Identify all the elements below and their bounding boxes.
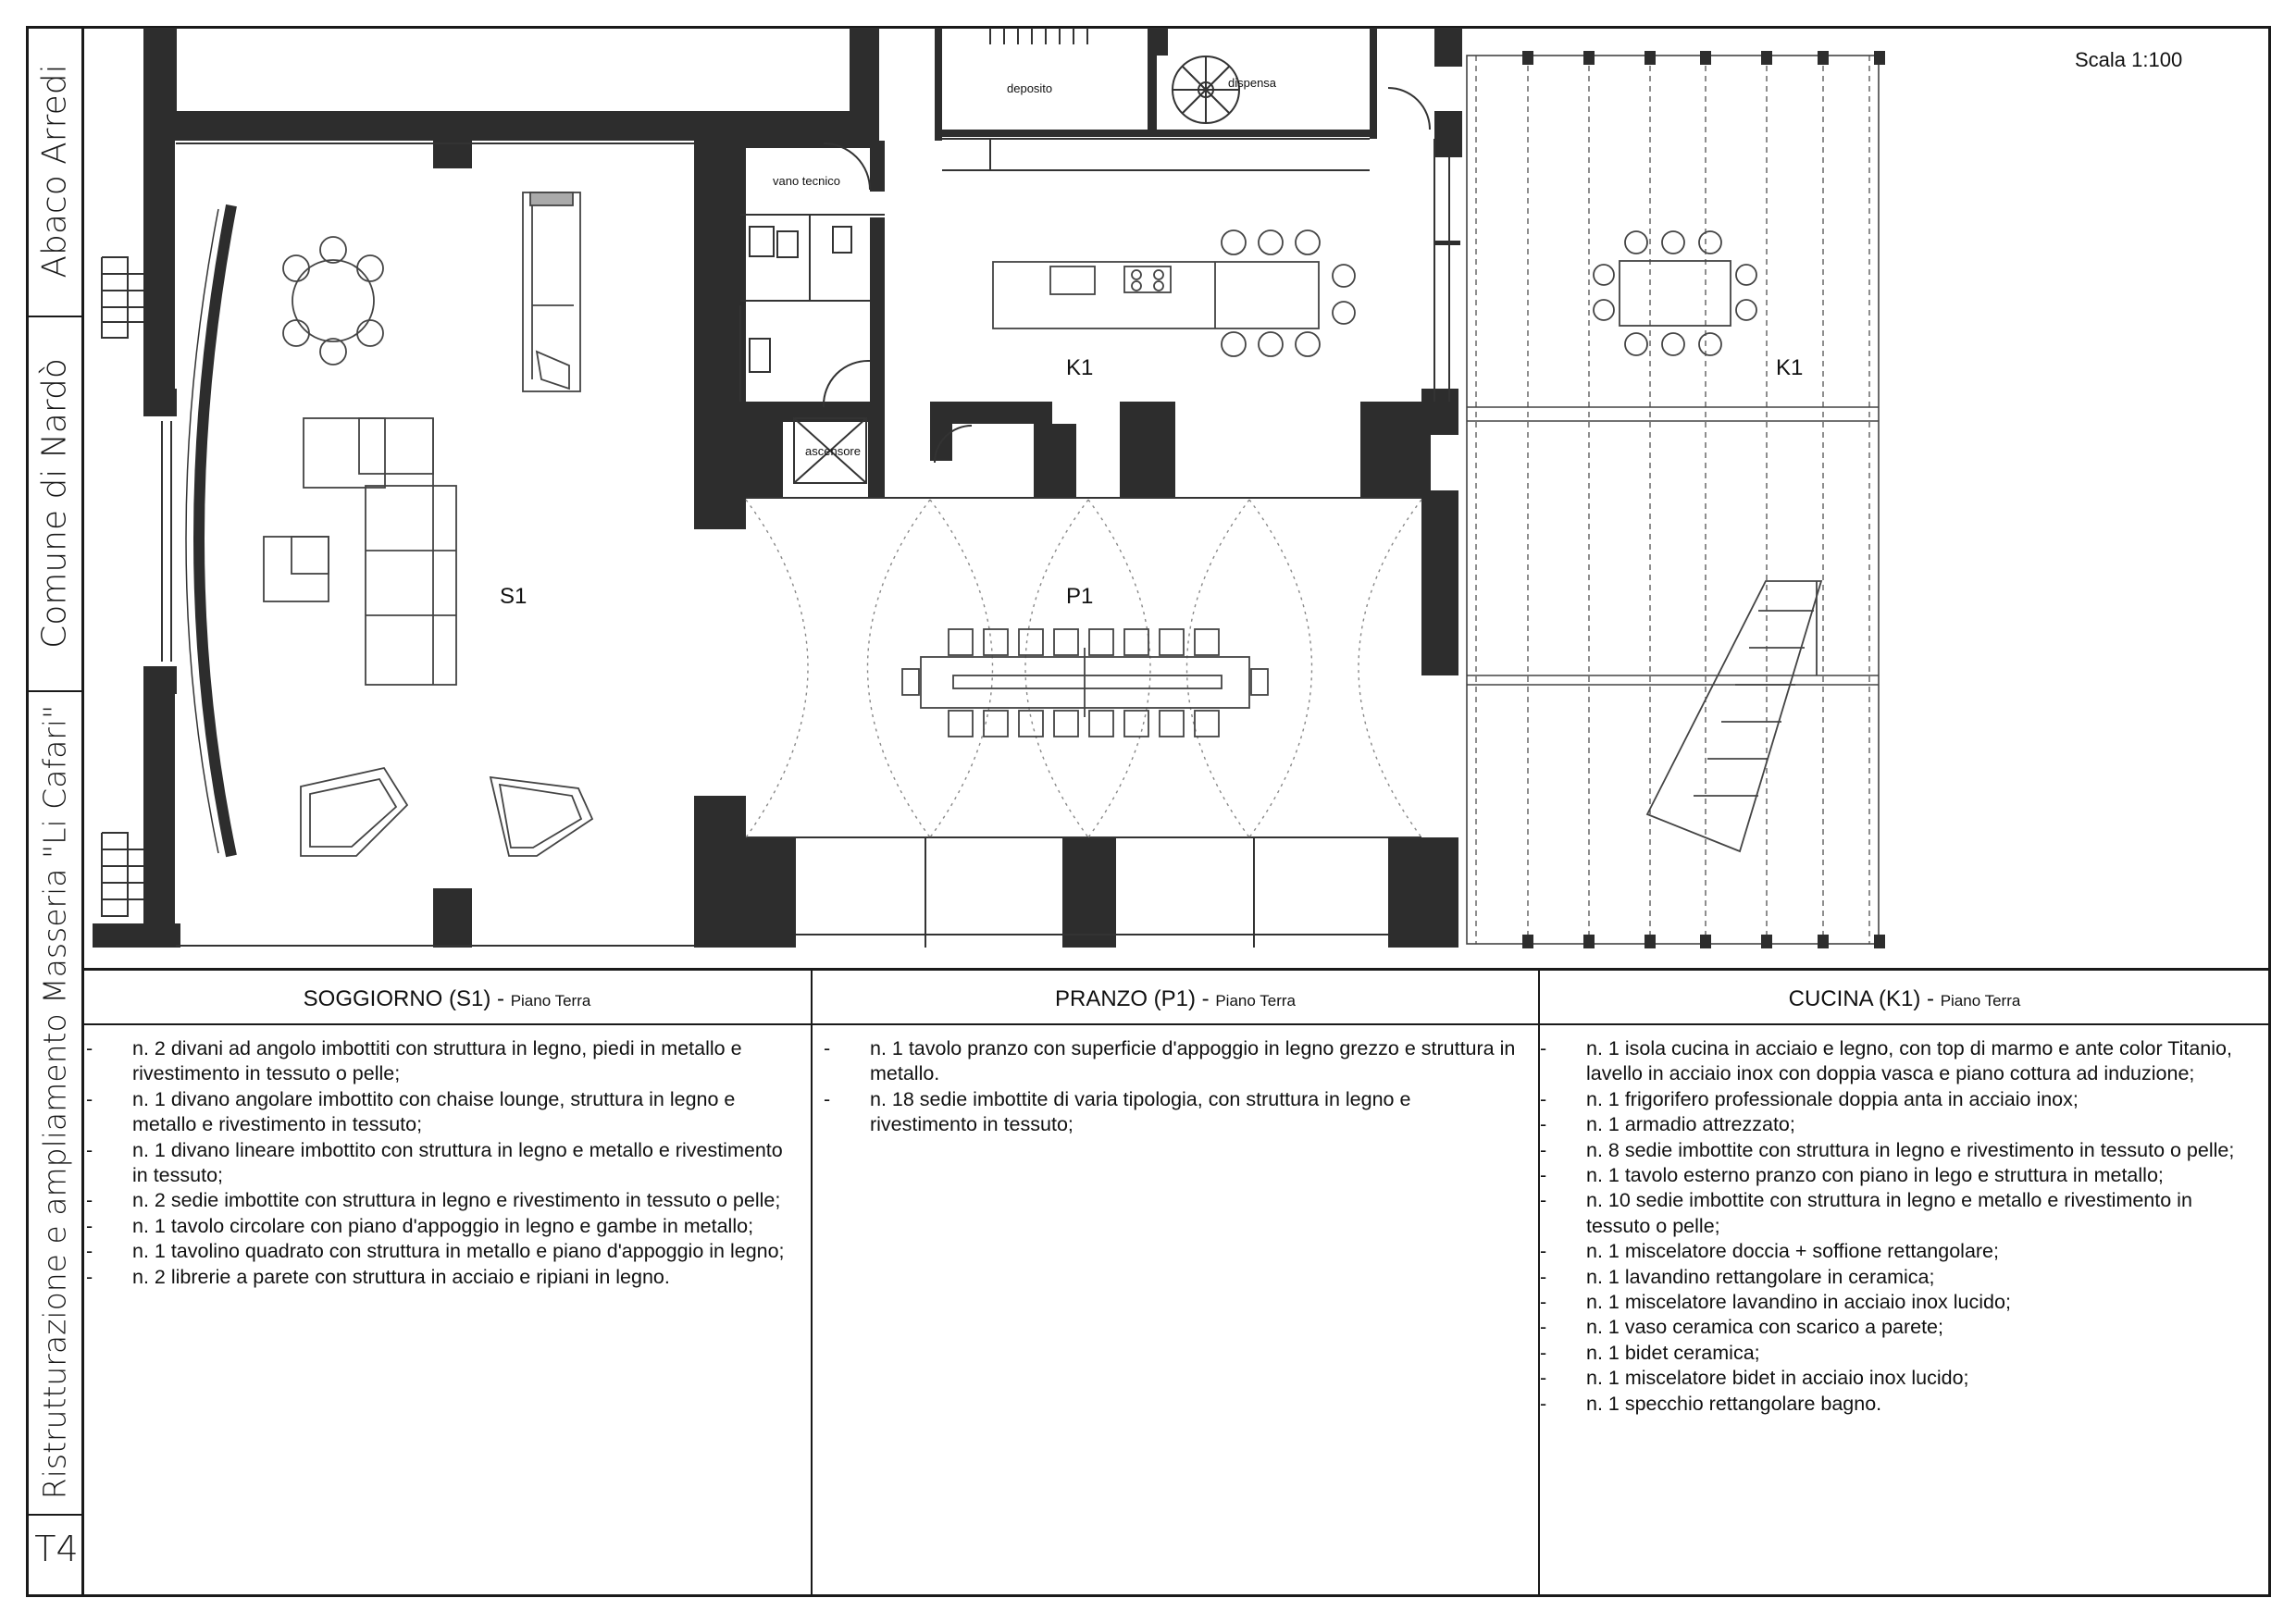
dash-bullet: - (1540, 1367, 1547, 1390)
dash-bullet: - (1540, 1341, 1547, 1364)
table-col-divider-1 (811, 968, 813, 1597)
side-title-project: Ristrutturazione e ampliamento Masseria "Li Cafari" (36, 704, 73, 1500)
header-soggiorno: SOGGIORNO (S1) - Piano Terra (303, 986, 591, 1011)
list-item: - n. 1 vaso ceramica con scarico a parete; (1586, 1315, 2253, 1340)
furniture-kitchen (993, 230, 1355, 356)
list-item: - n. 18 sedie imbottite di varia tipologia, con struttura in legno e rivestimento in tessuto; (824, 1087, 1411, 1136)
dash-bullet: - (824, 1037, 831, 1059)
furniture-living (264, 192, 592, 856)
list-item: - n. 1 lavandino rettangolare in ceramica; (1586, 1265, 2253, 1290)
sheet-number: T4 (34, 1529, 79, 1569)
list-item: - n. 1 specchio rettangolare bagno. (1586, 1392, 2253, 1417)
side-title-abaco: Abaco Arredi (35, 64, 74, 279)
frame-bottom (26, 1594, 2271, 1597)
dash-bullet: - (1540, 1189, 1547, 1212)
dash-bullet: - (86, 1189, 93, 1212)
dash-bullet: - (86, 1265, 93, 1288)
list-item: - n. 1 miscelatore doccia + soffione rettangolare; (1586, 1239, 2253, 1264)
label-ascensore: ascensore (805, 444, 861, 458)
dash-bullet: - (1540, 1265, 1547, 1288)
dash-bullet: - (1540, 1037, 1547, 1059)
header-pranzo: PRANZO (P1) - Piano Terra (1055, 986, 1296, 1011)
list-soggiorno (86, 1036, 799, 1290)
header-soggiorno-title: SOGGIORNO (S1) (303, 986, 491, 1011)
list-item: - n. 1 tavolino quadrato con struttura in metallo e piano d'appoggio in legno; (132, 1239, 799, 1264)
header-soggiorno-subtitle: Piano Terra (510, 992, 591, 1010)
list-item: - n. 2 divani ad angolo imbottiti con struttura in legno, piedi in metallo e rivestimento in tessuto o pelle; (86, 1037, 742, 1085)
dining-arcs (746, 500, 1421, 837)
dash-bullet: - (1540, 1240, 1547, 1263)
label-k1-outdoor: K1 (1776, 355, 1804, 380)
dash-bullet: - (1540, 1087, 1547, 1110)
list-item: - n. 1 tavolo esterno pranzo con piano in lego e struttura in metallo; (1586, 1163, 2253, 1188)
walls-service (740, 28, 1431, 498)
side-title-comune: Comune di Nardò (35, 358, 74, 649)
dash-bullet: - (1540, 1392, 1547, 1415)
table-top-line (81, 968, 2271, 971)
pergola-posts (1522, 51, 1885, 948)
list-item: - n. 1 divano lineare imbottito con struttura in legno e metallo e rivestimento in tessuto; (86, 1138, 783, 1187)
pergola (1467, 56, 1879, 944)
list-item: - n. 10 sedie imbottite con struttura in legno e metallo e rivestimento in tessuto o pelle; (1540, 1189, 2192, 1237)
dash-bullet: - (1540, 1291, 1547, 1314)
dash-bullet: - (1540, 1164, 1547, 1187)
furniture-outdoor (1594, 231, 1821, 851)
header-cucina: CUCINA (K1) - Piano Terra (1788, 986, 2021, 1011)
label-vano-tecnico: vano tecnico (773, 174, 840, 188)
dash-bullet: - (86, 1037, 93, 1059)
list-item: - n. 2 librerie a parete con struttura in acciaio e ripiani in legno. (132, 1265, 799, 1290)
list-item: - n. 1 divano angolare imbottito con chaise lounge, struttura in legno e metallo e rivestimento in tessuto; (86, 1087, 736, 1136)
list-item: - n. 1 miscelatore bidet in acciaio inox lucido; (1586, 1366, 2253, 1391)
furniture-dining (902, 629, 1268, 737)
dash-bullet: - (86, 1214, 93, 1237)
dash-bullet: - (1540, 1113, 1547, 1136)
dash-bullet: - (86, 1087, 93, 1110)
list-item: - n. 1 tavolo circolare con piano d'appoggio in legno e gambe in metallo; (132, 1214, 799, 1239)
list-item: - n. 1 bidet ceramica; (1586, 1341, 2253, 1366)
side-sep-3 (26, 1514, 83, 1516)
list-item: - n. 1 miscelatore lavandino in acciaio inox lucido; (1586, 1290, 2253, 1315)
label-k1-kitchen: K1 (1066, 355, 1094, 380)
list-item: - n. 2 sedie imbottite con struttura in legno e rivestimento in tessuto o pelle; (132, 1188, 799, 1213)
label-deposito: deposito (1007, 81, 1053, 95)
list-item: - n. 1 tavolo pranzo con superficie d'appoggio in legno grezzo e struttura in metallo. (824, 1037, 1516, 1085)
list-item: - n. 8 sedie imbottite con struttura in legno e rivestimento in tessuto o pelle; (1586, 1138, 2253, 1163)
pergola-beams (1476, 56, 1869, 944)
header-pranzo-title: PRANZO (P1) (1055, 986, 1197, 1011)
list-pranzo (824, 1036, 1522, 1138)
list-item: - n. 1 frigorifero professionale doppia anta in acciaio inox; (1586, 1087, 2253, 1112)
dash-bullet: - (824, 1087, 831, 1110)
dash-bullet: - (1540, 1316, 1547, 1339)
header-cucina-title: CUCINA (K1) (1788, 986, 1921, 1011)
label-s1: S1 (500, 584, 527, 609)
header-cucina-subtitle: Piano Terra (1940, 992, 2021, 1010)
scale-label: Scala 1:100 (2075, 48, 2183, 71)
dash-bullet: - (1540, 1138, 1547, 1161)
list-item: - n. 1 armadio attrezzato; (1586, 1112, 2253, 1137)
dash-bullet: - (86, 1240, 93, 1263)
label-p1: P1 (1066, 584, 1094, 609)
header-pranzo-subtitle: Piano Terra (1215, 992, 1296, 1010)
list-item: - n. 1 isola cucina in acciaio e legno, con top di marmo e ante color Titanio, lavello in acciaio inox con doppia vasca e piano cottura ad induzione; (1540, 1037, 2232, 1085)
dash-bullet: - (86, 1138, 93, 1161)
label-dispensa: dispensa (1228, 76, 1277, 90)
list-cucina (1540, 1036, 2253, 1417)
